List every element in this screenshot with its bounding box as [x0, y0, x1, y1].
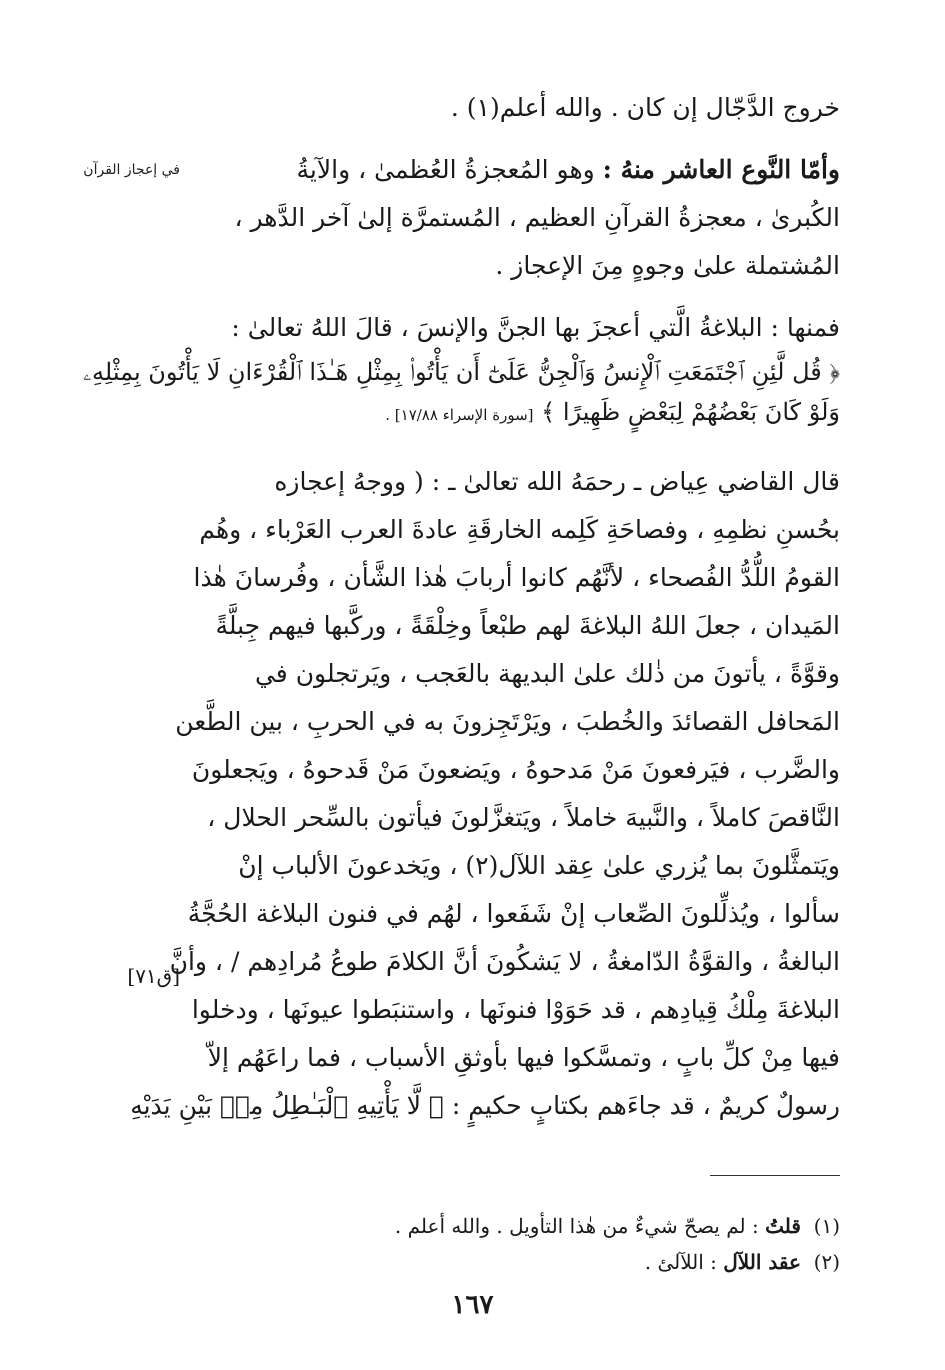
paragraph-4-line: وقوَّةً ، يأتونَ من ذٰلك علىٰ البديهة بالعَجب ، ويَرتجلون في	[254, 659, 840, 688]
footnotes	[180, 1208, 840, 1280]
footnote-label: عقد اللآل	[723, 1250, 801, 1274]
page-number: ١٦٧	[451, 1290, 494, 1320]
paragraph-4-line: والضَّرب ، فيَرفعونَ مَنْ مَدحوهُ ، ويَضعونَ مَنْ قَدحوهُ ، ويَجعلونَ	[191, 755, 840, 784]
paragraph-4-line: النَّاقصَ كاملاً ، والنَّبيهَ خاملاً ، ويَتغزَّلونَ فيأتون بالسِّحر الحلال ،	[207, 803, 840, 832]
paragraph-4-line: رسولٌ كريمٌ ، قد جاءَهم بكتابٍ حكيمٍ : ﴿ لَّا يَأْتِيهِ ٱلْبَـٰطِلُ مِنۢ بَيْنِ يَدَيْهِ	[130, 1091, 840, 1120]
paragraph-2-line-3: المُشتملة علىٰ وجوهٍ مِنَ الإعجاز .	[495, 251, 840, 280]
footnote-2	[180, 1244, 840, 1280]
paragraph-4-line: ويَتمثَّلونَ بما يُزري علىٰ عِقد اللآل(٢) ، ويَخدعونَ الألباب إنْ	[238, 851, 840, 880]
paragraph-4-line: المَيدان ، جعلَ اللهُ البلاغةَ لهم طبْعاً وخِلْقَةً ، وركَّبها فيهم جِبلَّةً	[215, 611, 840, 640]
margin-topic-note: في إعجاز القرآن	[83, 162, 180, 178]
paragraph-4-line: سألوا ، ويُذلِّلونَ الصِّعاب إنْ شَفَعوا ، لهُم في فنون البلاغة الحُجَّةُ	[187, 899, 840, 928]
footnote-text: : لم يصحّ شيءٌ من هٰذا التأويل . والله أعلم .	[394, 1214, 766, 1238]
section-lead: وأمّا النَّوع العاشر منهُ :	[602, 155, 840, 184]
footnote-number: (٢)	[813, 1250, 840, 1274]
manuscript-folio-ref: [ق٧١]	[127, 964, 180, 988]
paragraph-2-line-2: الكُبرىٰ ، معجزةُ القرآنِ العظيم ، المُستمرَّة إلىٰ آخر الدَّهر ،	[234, 203, 840, 232]
footnote-number: (١)	[813, 1214, 840, 1238]
paragraph-4-line: المَحافل القصائدَ والخُطبَ ، ويَرْتَجِزونَ به في الحربِ ، بين الطَّعن	[175, 707, 840, 736]
paragraph-3-line-1: فمنها : البلاغةُ الَّتي أعجزَ بها الجنَّ والإنسَ ، قالَ اللهُ تعالىٰ :	[231, 313, 840, 342]
quran-verse-line-1: ﴿ قُل لَّئِنِ ٱجْتَمَعَتِ ٱلْإِنسُ وَٱلْجِنُّ عَلَىٰٓ أَن يَأْتُوا۟ بِمِثْلِ هَـٰذَا ٱلْقُرْءَانِ لَا يَأْتُونَ بِمِثْلِهِۦ	[82, 358, 840, 386]
paragraph-2-line-1	[180, 146, 840, 194]
paragraph-4-line: البلاغةَ مِلْكُ قِيادِهم ، قد حَوَوْا فنونَها ، واستنبَطوا عيونَها ، ودخلوا	[191, 995, 840, 1024]
quran-verse-line-2	[180, 392, 840, 432]
footnote-1	[180, 1208, 840, 1244]
paragraph-4-line: القومُ اللُّدُّ الفُصحاء ، لأنَّهُم كانوا أربابَ هٰذا الشَّأن ، وفُرسانَ هٰذا	[193, 563, 840, 592]
footnote-label: قلتُ	[765, 1214, 801, 1238]
paragraph-1-line: خروج الدَّجّال إن كان . والله أعلم(١) .	[450, 93, 840, 122]
footnote-text: : اللآلئ .	[644, 1250, 724, 1274]
paragraph-4-line: بحُسنِ نظمِهِ ، وفصاحَةِ كَلِمه الخارقَةِ عادةَ العرب العَرْباء ، وهُم	[199, 515, 840, 544]
footnote-divider	[710, 1175, 840, 1176]
quran-reference: [سورة الإسراء ١٧/٨٨] .	[385, 406, 534, 424]
paragraph-4-line: البالغةُ ، والقوَّةُ الدّامغةُ ، لا يَشكُونَ أنَّ الكلامَ طوعُ مُرادِهم / ، وأنَّ	[169, 947, 840, 976]
quran-verse-text: وَلَوْ كَانَ بَعْضُهُمْ لِبَعْضٍ ظَهِيرًا ﴾	[541, 398, 840, 426]
paragraph-4-line: قال القاضي عِياض ـ رحمَهُ الله تعالىٰ ـ : ( ووجهُ إعجازه	[274, 467, 840, 496]
paragraph-2-line-1-rest: وهو المُعجزةُ العُظمىٰ ، والآيةُ	[296, 155, 603, 184]
paragraph-4-line: فيها مِنْ كلِّ بابٍ ، وتمسَّكوا فيها بأوثقِ الأسباب ، فما راعَهُم إلاّ	[207, 1043, 840, 1072]
